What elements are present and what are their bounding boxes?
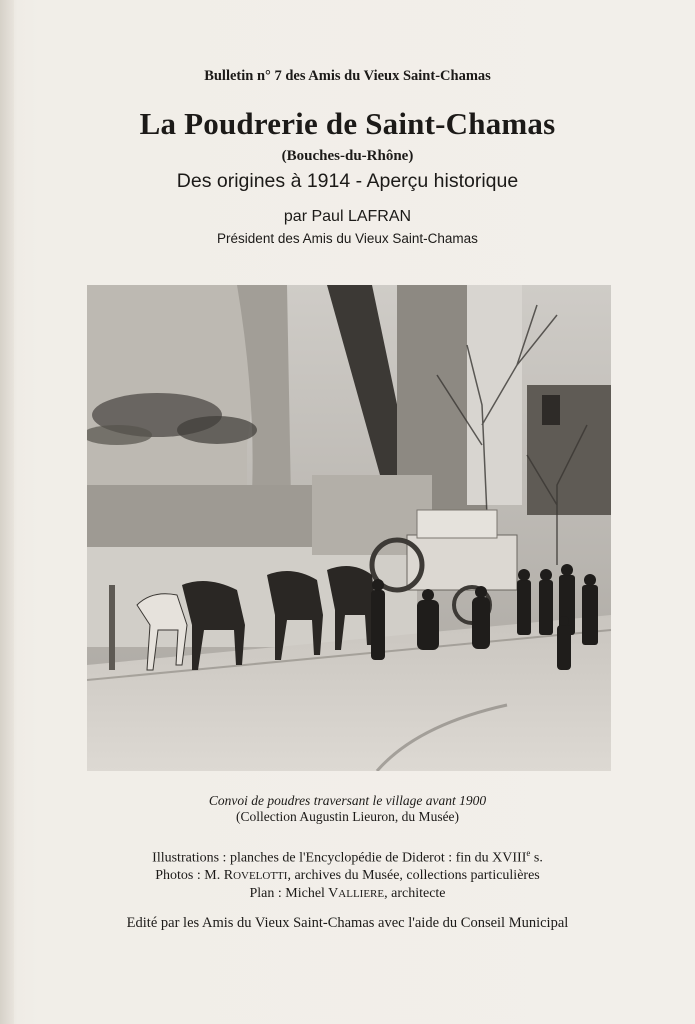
edition-line: Edité par les Amis du Vieux Saint-Chamas avec l'aide du Conseil Municipal bbox=[126, 915, 569, 931]
credits-illustrations: Illustrations : planches de l'Encyclopédie de Diderot : fin du XVIIIe s. bbox=[152, 848, 543, 866]
credits-plan: Plan : Michel VALLIERE, architecte bbox=[249, 885, 446, 901]
credits-photos: Photos : M. ROVELOTTI, archives du Musée, collections particulières bbox=[155, 867, 540, 883]
photo-collection: (Collection Augustin Lieuron, du Musée) bbox=[235, 809, 460, 824]
credits-block bbox=[0, 845, 695, 903]
page-title: La Poudrerie de Saint-Chamas bbox=[139, 106, 556, 141]
bulletin-line: Bulletin n° 7 des Amis du Vieux Saint-Chamas bbox=[204, 68, 491, 84]
tagline: Des origines à 1914 - Aperçu historique bbox=[176, 170, 519, 192]
author-line: par Paul LAFRAN bbox=[283, 208, 412, 225]
author-role: Président des Amis du Vieux Saint-Chamas bbox=[217, 231, 478, 246]
photo-caption: Convoi de poudres traversant le village avant 1900 bbox=[208, 793, 487, 808]
cover-photo-illustration bbox=[87, 285, 611, 771]
cover-photo bbox=[87, 285, 611, 771]
subtitle: (Bouches-du-Rhône) bbox=[281, 148, 414, 164]
